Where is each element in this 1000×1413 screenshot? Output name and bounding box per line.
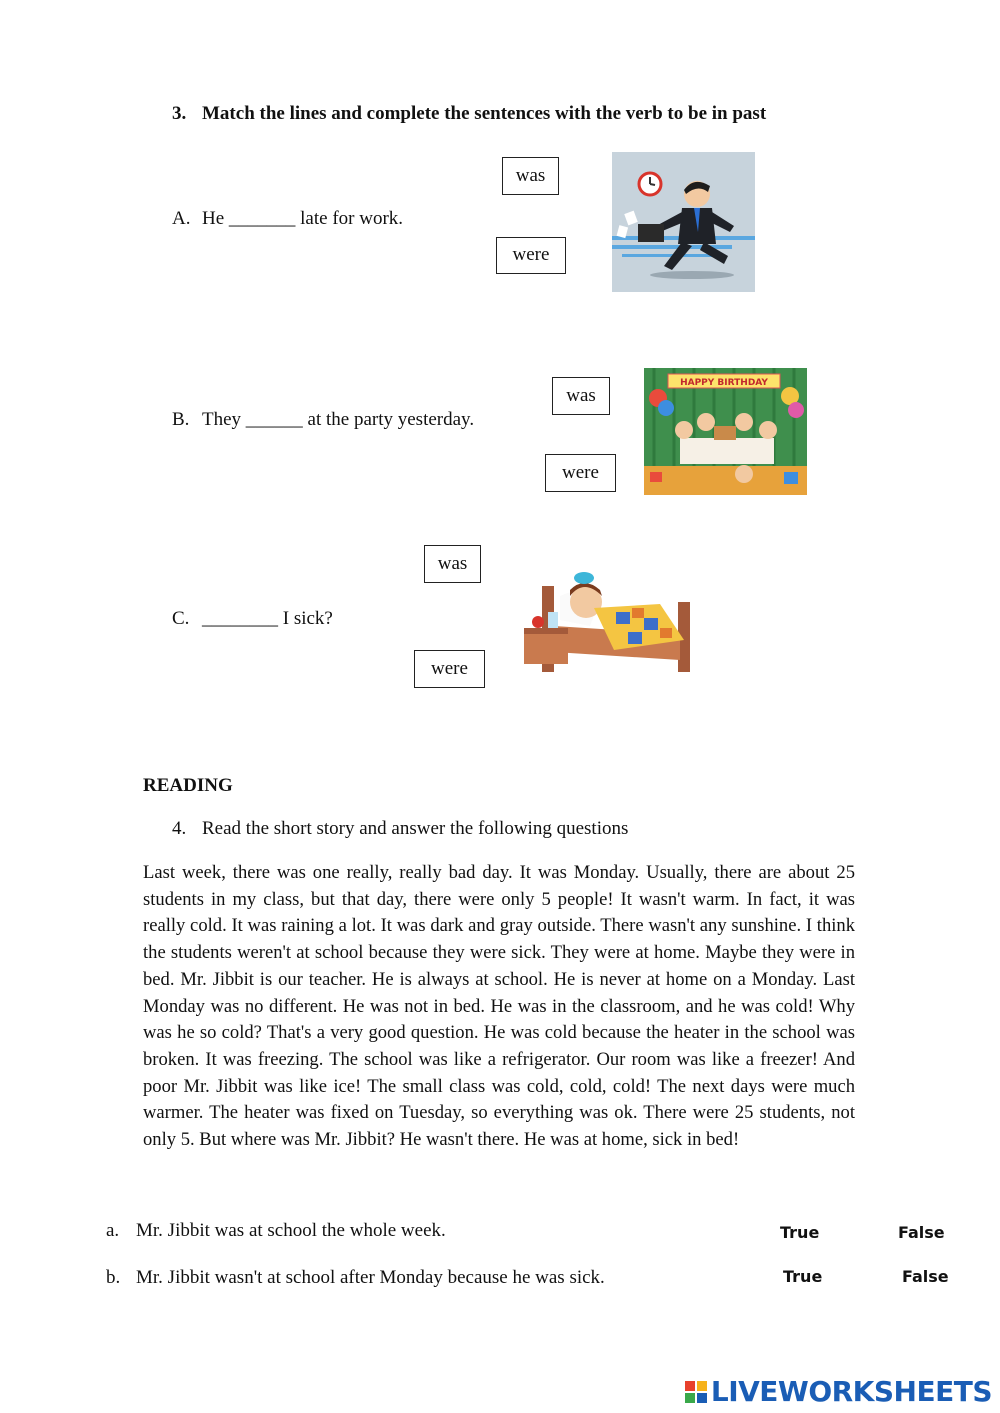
false-option-a[interactable]: False — [898, 1223, 945, 1242]
question-instruction: Read the short story and answer the following questions — [202, 818, 629, 839]
reading-heading: READING — [143, 775, 233, 796]
option-was-b[interactable]: was — [552, 377, 610, 415]
statement-a — [106, 1220, 446, 1242]
logo-icon — [685, 1381, 707, 1403]
logo-text: LIVEWORKSHEETS — [710, 1375, 992, 1408]
option-were-a[interactable]: were — [496, 237, 566, 274]
statement-label: b. — [106, 1267, 121, 1288]
exercise-number: 3. — [172, 103, 187, 124]
story-text: Last week, there was one really, really bad day. It was Monday. Usually, there are about 25 students in my class, but that day, there were only 5 people! It wasn't warm. In fact, it was really cold. It was raining a lot. It was dark and gray outside. There wasn't any sunshine. I think the students weren't at school because they were sick. They were at home. Maybe they were in bed. Mr. Jibbit is our teacher. He is always at school. He is never at home on a Monday. Last Monday was no different. He was not in bed. He was in the classroom, and he was cold! Why was he so cold? That's a very good question. He was cold because the heater in the school was broken. It was freezing. The school was like a refrigerator. Our room was like a freezer! And poor Mr. Jibbit was like ice! The small class was cold, cold, cold! The next days were much warmer. The heater was fixed on Tuesday, so everything was ok. There were 25 students, not only 5. But where was Mr. Jibbit? He wasn't there. He was at home, sick in bed! — [143, 862, 855, 1151]
statement-text: Mr. Jibbit wasn't at school after Monday because he was sick. — [136, 1267, 605, 1288]
sentence-label: A. — [172, 208, 191, 229]
statement-b — [106, 1267, 605, 1289]
false-option-b[interactable]: False — [902, 1267, 949, 1286]
exercise-3-title — [172, 103, 766, 125]
birthday-party-illustration — [644, 368, 807, 495]
statement-text: Mr. Jibbit was at school the whole week. — [136, 1220, 446, 1241]
option-were-b[interactable]: were — [545, 454, 616, 492]
option-was-a[interactable]: was — [502, 157, 559, 195]
exercise-title-text: Match the lines and complete the sentences with the verb to be in past — [202, 103, 767, 124]
running-businessman-icon — [612, 152, 755, 292]
running-businessman-illustration — [612, 152, 755, 292]
question-4 — [172, 818, 628, 840]
birthday-party-icon — [644, 368, 807, 495]
true-option-a[interactable]: True — [780, 1223, 820, 1242]
sentence-b — [172, 409, 474, 431]
sentence-text: He _______ late for work. — [202, 208, 404, 229]
sentence-label: C. — [172, 608, 190, 629]
banner-text: HAPPY BIRTHDAY — [680, 378, 768, 388]
sentence-text: ________ I sick? — [202, 608, 333, 629]
true-option-b[interactable]: True — [783, 1267, 823, 1286]
sick-boy-in-bed-icon — [520, 556, 696, 684]
sick-boy-in-bed-illustration — [520, 556, 696, 684]
option-were-c[interactable]: were — [414, 650, 485, 688]
sentence-text: They ______ at the party yesterday. — [202, 409, 475, 430]
sentence-a — [172, 208, 403, 230]
liveworksheets-logo — [685, 1375, 992, 1408]
option-was-c[interactable]: was — [424, 545, 481, 583]
question-number: 4. — [172, 818, 187, 839]
statement-label: a. — [106, 1220, 120, 1241]
sentence-label: B. — [172, 409, 190, 430]
sentence-c — [172, 608, 333, 630]
